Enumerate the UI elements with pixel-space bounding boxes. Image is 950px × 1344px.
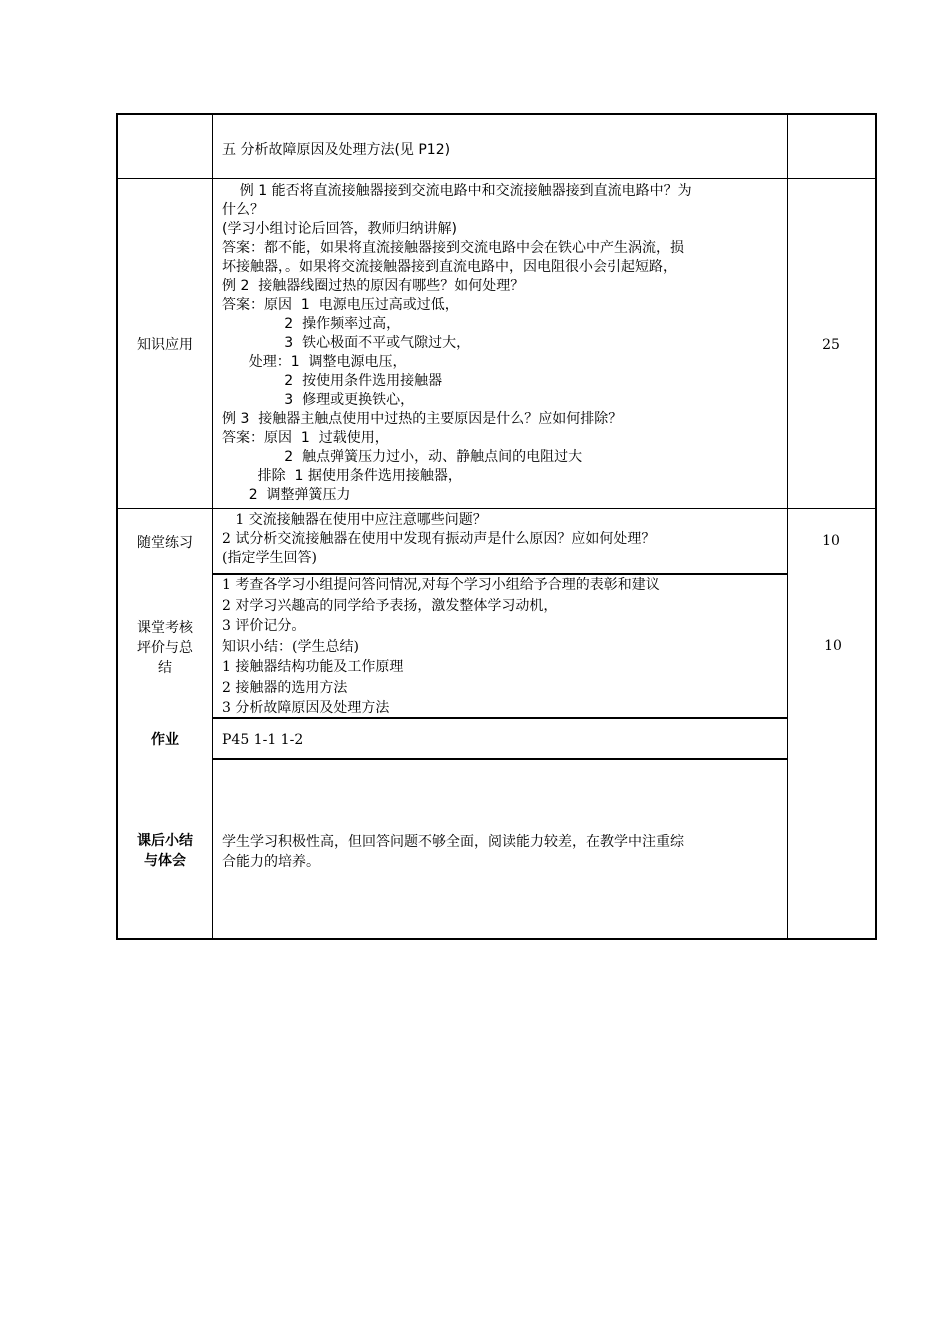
text-line: 1 交流接触器在使用中应注意哪些问题？ [222, 512, 487, 528]
text-line: 答案：原因 1 电源电压过高或过低， [222, 297, 459, 313]
text-line: (指定学生回答) [222, 550, 317, 566]
assessment-label [118, 618, 212, 678]
text-line: 3 分析故障原因及处理方法 [222, 700, 390, 716]
label-line: 坪价与总 [137, 640, 193, 656]
text-line: 1 接触器结构功能及工作原理 [222, 659, 404, 675]
text-line: 2 试分析交流接触器在使用中发现有振动声是什么原因？应如何处理？ [222, 531, 656, 547]
knowledge-content [222, 182, 784, 505]
column-divider-1 [212, 115, 213, 938]
assessment-content [222, 575, 784, 719]
text-line: 例 1 能否将直流接触器接到交流电路中和交流接触器接到直流电路中？为 [222, 183, 692, 199]
text-line: 什么？ [222, 202, 264, 218]
section-heading: 五 分析故障原因及处理方法(见 P12) [222, 142, 451, 158]
label-line: 结 [158, 660, 172, 676]
row-divider [212, 758, 787, 760]
label-line: 课后小结 [137, 833, 193, 849]
label-line: 与体会 [144, 853, 186, 869]
text-line: 3 铁心极面不平或气隙过大， [222, 335, 471, 351]
practice-label: 随堂练习 [137, 535, 193, 551]
reflection-content [222, 832, 784, 872]
text-line: 2 操作频率过高， [222, 316, 401, 332]
column-divider-2 [787, 115, 788, 938]
text-line: 知识小结：(学生总结) [222, 638, 359, 655]
text-line: 3 评价记分。 [222, 618, 306, 634]
text-line: 合能力的培养。 [222, 854, 320, 870]
homework-content: P45 1-1 1-2 [222, 732, 304, 748]
text-line: 答案：原因 1 过载使用， [222, 430, 389, 446]
homework-label: 作业 [151, 732, 179, 748]
label-line: 课堂考核 [137, 620, 193, 636]
text-line: 处理：1 调整电源电压， [222, 354, 407, 370]
text-line: 2 按使用条件选用接触器 [222, 373, 443, 389]
lesson-table [116, 113, 877, 940]
text-line: 2 触点弹簧压力过小，动、静触点间的电阻过大 [222, 449, 583, 465]
knowledge-time: 25 [822, 337, 840, 353]
text-line: 例 2 接触器线圈过热的原因有哪些？如何处理？ [222, 278, 525, 294]
text-line: 1 考查各学习小组提问答问情况,对每个学习小组给予合理的表彰和建议 [222, 577, 660, 593]
practice-content [222, 511, 784, 568]
text-line: 答案：都不能，如果将直流接触器接到交流电路中会在铁心中产生涡流，损 [222, 240, 684, 256]
reflection-label [118, 831, 212, 871]
practice-time: 10 [822, 533, 840, 549]
text-line: 2 接触器的选用方法 [222, 679, 348, 696]
row-divider [118, 508, 875, 509]
text-line: 学生学习积极性高，但回答问题不够全面，阅读能力较差，在教学中注重综 [222, 834, 684, 850]
text-line: 2 对学习兴趣高的同学给予表扬，激发整体学习动机， [222, 597, 558, 614]
text-line: 排除 1 据使用条件选用接触器， [222, 468, 462, 484]
text-line: 坏接触器，。如果将交流接触器接到直流电路中，因电阻很小会引起短路， [222, 259, 677, 275]
text-line: (学习小组讨论后回答，教师归纳讲解) [222, 221, 457, 237]
row-divider [118, 178, 875, 179]
assessment-time: 10 [824, 638, 842, 654]
text-line: 2 调整弹簧压力 [222, 487, 351, 503]
knowledge-application-label: 知识应用 [137, 337, 193, 353]
text-line: 3 修理或更换铁心， [222, 392, 415, 408]
text-line: 例 3 接触器主触点使用中过热的主要原因是什么？应如何排除？ [222, 411, 623, 427]
